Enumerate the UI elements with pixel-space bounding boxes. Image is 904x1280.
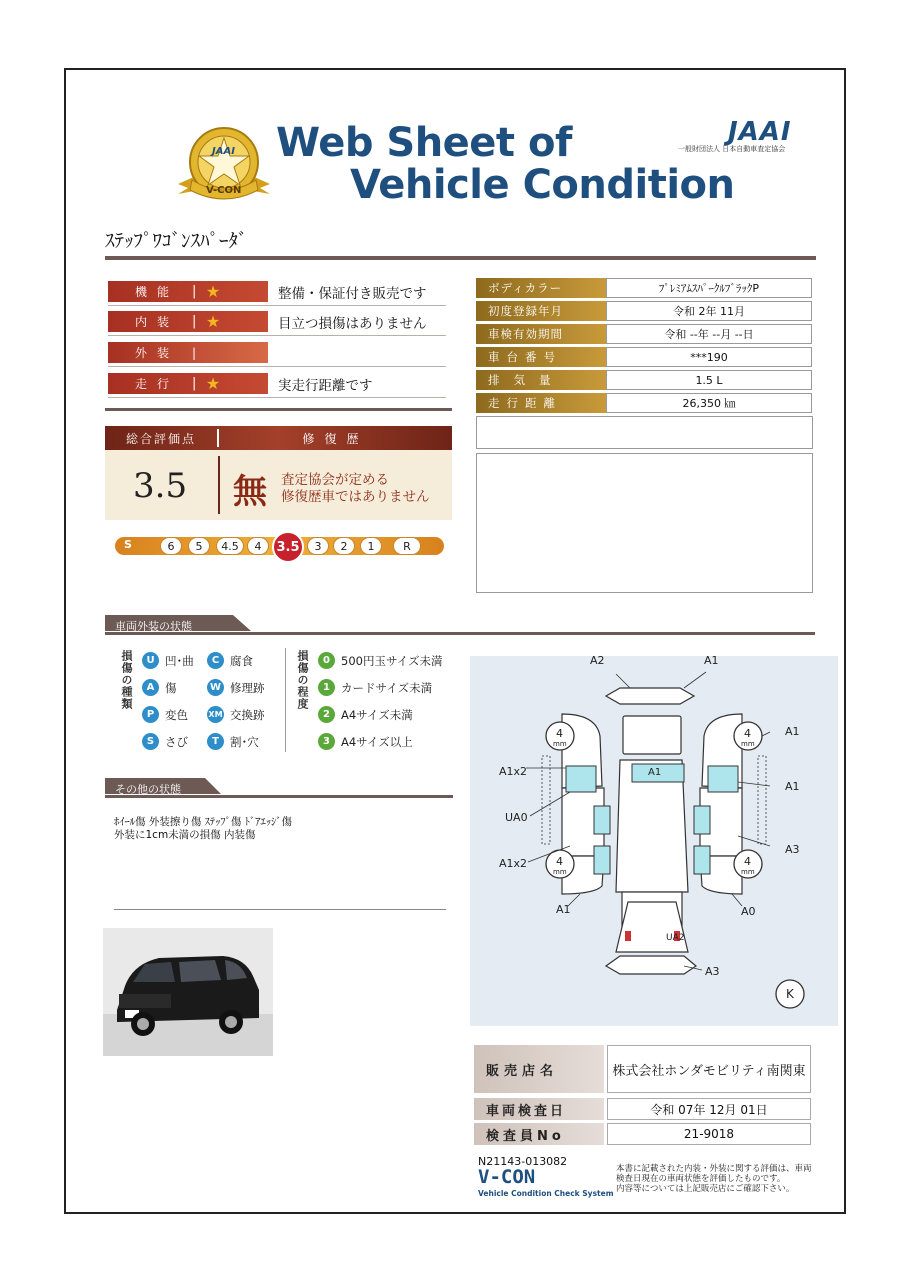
degree-2-icon: 2: [318, 706, 335, 723]
exterior-heading: 車両外装の状態: [115, 620, 192, 633]
jaai-subtitle: 一般財団法人 日本自動車査定協会: [678, 145, 786, 153]
category-function-text: 整備・保証付き販売です: [278, 286, 427, 302]
spec-value-displacement: 1.5 L: [606, 370, 812, 390]
notes-box-small: [476, 416, 813, 449]
rank-3: 3: [307, 537, 329, 555]
legend-p: [142, 706, 188, 723]
other-heading: その他の状態: [115, 783, 181, 796]
divider: [108, 366, 446, 367]
category-label: 走行: [134, 377, 179, 391]
inspector-label: 検査員No: [474, 1123, 604, 1145]
t-code-icon: T: [207, 733, 224, 750]
rank-6: 6: [160, 537, 182, 555]
rank-4-5: 4.5: [216, 537, 244, 555]
legend-text: 割･穴: [230, 734, 259, 749]
tire-unit-rl: mm: [553, 868, 567, 876]
legend-text: 傷: [165, 680, 177, 695]
legend-degree-2: [318, 706, 413, 723]
legend-text: 腐食: [230, 653, 253, 668]
jaai-logo: JAAI: [728, 117, 792, 147]
divider: [108, 397, 446, 398]
degree-0-icon: 0: [318, 652, 335, 669]
k-mark-icon: K: [786, 987, 794, 1001]
repair-mark: 無: [233, 472, 267, 512]
diagram-label-a0-right-bottom: A0: [741, 905, 756, 918]
legend-text: A4サイズ以上: [341, 734, 413, 749]
category-interior: 内装 | ★: [108, 311, 268, 332]
tire-unit-fr: mm: [741, 740, 755, 748]
score-header-left: 総合評価点: [125, 431, 196, 446]
u-code-icon: U: [142, 652, 159, 669]
diagram-label-a1x2-left-2: A1x2: [499, 857, 528, 870]
legend-u: [142, 652, 194, 669]
diagram-label-a1-center: A1: [648, 767, 662, 778]
legend-w: [207, 679, 265, 696]
other-heading-bar: [105, 778, 453, 798]
category-function: 機能 | ★: [108, 281, 268, 302]
category-label: 機能: [134, 285, 179, 299]
spec-label-displacement: 排気量: [476, 370, 606, 390]
rank-r: R: [393, 537, 421, 555]
rank-s: S: [124, 538, 132, 551]
legend-divider: [285, 648, 286, 752]
total-score: 3.5: [133, 466, 188, 506]
diagram-label-ua0: UA0: [505, 811, 528, 824]
store-value: 株式会社ホンダモビリティ南関東: [607, 1045, 811, 1093]
spec-value-inspection: 令和 --年 --月 --日: [606, 324, 812, 344]
exterior-heading-bar: [105, 615, 815, 635]
repair-line-2: 修復歴車ではありません: [281, 489, 430, 505]
other-line-1: ﾎｲｰﾙ傷 外装擦り傷 ｽﾃｯﾌﾟ傷 ﾄﾞｱｴｯｼﾞ傷: [114, 816, 293, 828]
rank-2: 2: [333, 537, 355, 555]
score-header-right: 修復歴: [302, 431, 369, 446]
legend-degree-3: [318, 733, 413, 750]
vehicle-outline-diagram: [470, 656, 838, 1026]
badge-top-text: JAAI: [212, 146, 235, 157]
inspector-value: 21-9018: [607, 1123, 811, 1145]
diagram-label-a2-top: A2: [590, 654, 605, 667]
rank-3-5-selected: 3.5: [272, 531, 304, 563]
diagram-label-a3-right: A3: [785, 843, 800, 856]
diagram-label-a1x2-left-1: A1x2: [499, 765, 528, 778]
disclaimer-line-2: 検査日現在の車両状態を評価したものです。: [616, 1174, 786, 1184]
spec-value-chassis: ***190: [606, 347, 812, 367]
diagram-label-a1-left-bottom: A1: [556, 903, 571, 916]
p-code-icon: P: [142, 706, 159, 723]
divider: [108, 305, 446, 306]
category-label: 内装: [134, 315, 179, 329]
diagram-label-a3-bottom: A3: [705, 965, 720, 978]
spec-value-registration: 令和 2年 11月: [606, 301, 812, 321]
legend-text: 修理跡: [230, 680, 265, 695]
diagram-label-ua2: UA2: [666, 933, 685, 943]
legend-xm: [207, 706, 265, 723]
score-body: [105, 450, 452, 520]
score-header: [105, 426, 452, 450]
vcon-brand: V-CON: [478, 1166, 536, 1188]
vehicle-photo: [103, 928, 273, 1056]
disclaimer-line-3: 内容等については上記販売店にご確認下さい。: [616, 1184, 795, 1194]
legend-text: 交換跡: [230, 707, 265, 722]
tire-unit-fl: mm: [553, 740, 567, 748]
diagram-label-a1-right-1: A1: [785, 725, 800, 738]
s-code-icon: S: [142, 733, 159, 750]
diagram-label-a1-top: A1: [704, 654, 719, 667]
inspection-date-value: 令和 07年 12月 01日: [607, 1098, 811, 1120]
star-icon: ★: [205, 282, 221, 301]
a-code-icon: A: [142, 679, 159, 696]
badge-bottom-text: V-CON: [206, 185, 242, 196]
category-label: 外装: [134, 346, 179, 360]
sheet-code: N21143-013082: [478, 1155, 568, 1168]
legend-degree-0: [318, 652, 443, 669]
shop-info: [474, 1045, 811, 1145]
divider: [108, 335, 446, 336]
tire-value-fr: 4: [744, 727, 751, 740]
spec-label-chassis: 車台番号: [476, 347, 606, 367]
repair-line-1: 査定協会が定める: [281, 472, 389, 488]
rank-4: 4: [247, 537, 269, 555]
spec-label-registration: 初度登録年月: [476, 301, 606, 321]
category-mileage-text: 実走行距離です: [278, 378, 373, 394]
w-code-icon: W: [207, 679, 224, 696]
legend-text: 500円玉サイズ未満: [341, 653, 443, 668]
category-exterior: 外装 |: [108, 342, 268, 363]
diagram-label-a1-right-2: A1: [785, 780, 800, 793]
title-line-1: Web Sheet of: [276, 120, 572, 166]
title-divider: [105, 256, 816, 260]
disclaimer-line-1: 本書に記載された内装・外装に関する評価は、車両: [616, 1164, 812, 1174]
spec-value-color: ﾌﾟﾚﾐｱﾑｽﾊﾟｰｸﾙﾌﾞﾗｯｸP: [606, 278, 812, 298]
star-icon: ★: [205, 374, 221, 393]
disclaimer: [616, 1164, 812, 1194]
damage-degree-label: 損傷の程度: [296, 650, 309, 710]
category-divider: [105, 408, 452, 411]
degree-3-icon: 3: [318, 733, 335, 750]
tire-value-fl: 4: [556, 727, 563, 740]
vehicle-name: ｽﾃｯﾌﾟﾜｺﾞﾝｽﾊﾟｰﾀﾞ: [105, 230, 248, 252]
rank-1: 1: [360, 537, 382, 555]
rank-5: 5: [188, 537, 210, 555]
legend-text: A4サイズ未満: [341, 707, 413, 722]
category-mileage: 走行 | ★: [108, 373, 268, 394]
legend-degree-1: [318, 679, 432, 696]
vcon-brand-sub: Vehicle Condition Check System: [478, 1189, 614, 1198]
tire-value-rl: 4: [556, 855, 563, 868]
spec-label-inspection: 車検有効期間: [476, 324, 606, 344]
star-icon: ★: [205, 312, 221, 331]
legend-a: [142, 679, 177, 696]
c-code-icon: C: [207, 652, 224, 669]
category-interior-text: 目立つ損傷はありません: [278, 316, 427, 332]
spec-label-color: ボディカラー: [476, 278, 606, 298]
store-label: 販売店名: [474, 1045, 604, 1093]
spec-label-mileage: 走行距離: [476, 393, 606, 413]
legend-s: [142, 733, 188, 750]
legend-c: [207, 652, 253, 669]
legend-text: さび: [165, 734, 188, 749]
xm-code-icon: XM: [207, 706, 224, 723]
degree-1-icon: 1: [318, 679, 335, 696]
legend-text: 凹･曲: [165, 653, 194, 668]
damage-type-label: 損傷の種類: [120, 650, 133, 710]
spec-value-mileage: 26,350 ㎞: [606, 393, 812, 413]
tire-unit-rr: mm: [741, 868, 755, 876]
notes-box-large: [476, 453, 813, 593]
legend-text: カードサイズ未満: [341, 680, 433, 695]
inspection-date-label: 車両検査日: [474, 1098, 604, 1120]
other-line-2: 外装に1cm未満の損傷 内装傷: [114, 829, 256, 841]
divider: [114, 909, 446, 910]
tire-value-rr: 4: [744, 855, 751, 868]
legend-t: [207, 733, 259, 750]
legend-text: 変色: [165, 707, 188, 722]
title-line-2: Vehicle Condition: [350, 162, 735, 208]
